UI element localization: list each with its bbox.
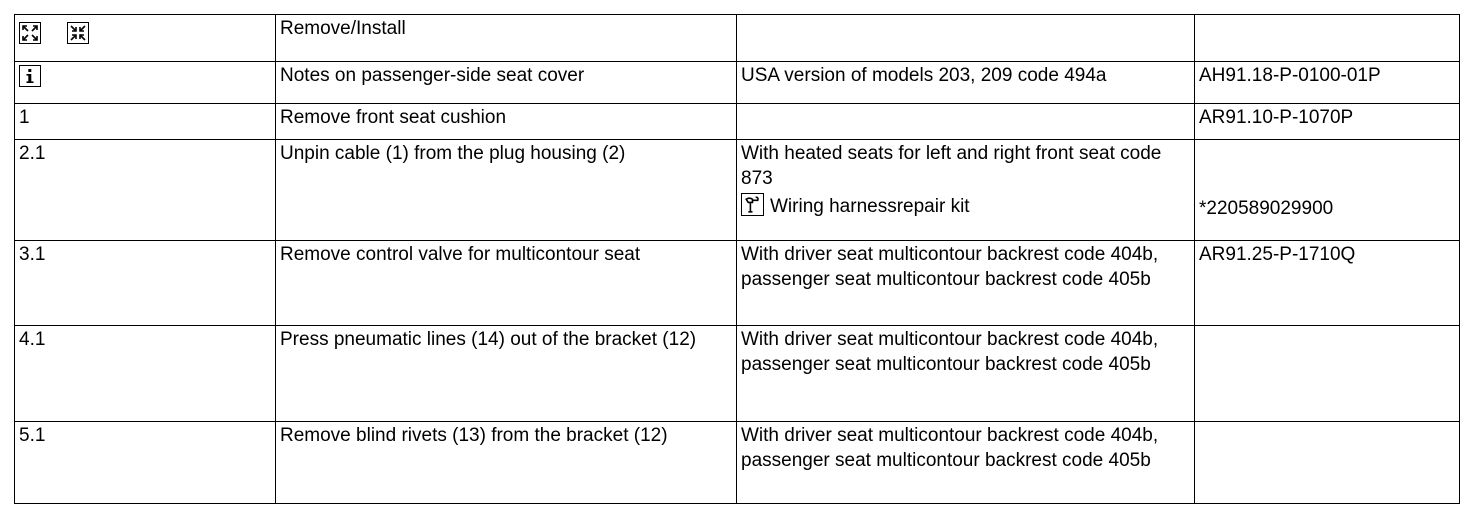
tool-label: Wiring harnessrepair kit (770, 196, 970, 217)
header-operation: Remove/Install (276, 15, 737, 62)
operation-cell: Press pneumatic lines (14) out of the bracket (12) (276, 326, 737, 422)
reference-cell (1195, 326, 1460, 422)
table-row (15, 422, 1460, 504)
header-icons-cell (15, 15, 276, 62)
info-icon (19, 65, 41, 87)
tool-line (741, 193, 1190, 219)
header-condition (737, 15, 1195, 62)
reference-cell: AH91.18-P-0100-01P (1195, 62, 1460, 104)
reference-cell: AR91.25-P-1710Q (1195, 241, 1460, 326)
operation-cell: Notes on passenger-side seat cover (276, 62, 737, 104)
table-row (15, 326, 1460, 422)
reference-cell: AR91.10-P-1070P (1195, 104, 1460, 140)
collapse-arrows-icon (67, 22, 89, 44)
table-row (15, 241, 1460, 326)
operation-cell: Unpin cable (1) from the plug housing (2) (276, 140, 737, 241)
operation-cell: Remove front seat cushion (276, 104, 737, 140)
condition-cell: With driver seat multicontour backrest code 404b, passenger seat multicontour backrest code 405b (737, 241, 1195, 326)
header-reference (1195, 15, 1460, 62)
header-row (15, 15, 1460, 62)
step-cell: 3.1 (15, 241, 276, 326)
special-tool-icon (741, 193, 764, 216)
step-cell: 4.1 (15, 326, 276, 422)
condition-cell: USA version of models 203, 209 code 494a (737, 62, 1195, 104)
step-cell: 1 (15, 104, 276, 140)
reference-cell (1195, 422, 1460, 504)
operation-cell: Remove control valve for multicontour seat (276, 241, 737, 326)
table-row (15, 140, 1460, 241)
table-row (15, 104, 1460, 140)
step-cell: 5.1 (15, 422, 276, 504)
condition-cell (737, 140, 1195, 241)
table-row (15, 62, 1460, 104)
condition-cell: With driver seat multicontour backrest code 404b, passenger seat multicontour backrest code 405b (737, 422, 1195, 504)
expand-arrows-icon (19, 22, 41, 44)
reference-cell (1195, 140, 1460, 241)
procedure-table (14, 14, 1460, 504)
step-cell (15, 62, 276, 104)
operation-cell: Remove blind rivets (13) from the bracket (12) (276, 422, 737, 504)
condition-cell (737, 104, 1195, 140)
step-cell: 2.1 (15, 140, 276, 241)
part-number: *220589029900 (1199, 198, 1334, 219)
condition-text: With heated seats for left and right front seat code 873 (741, 143, 1162, 189)
condition-cell: With driver seat multicontour backrest code 404b, passenger seat multicontour backrest code 405b (737, 326, 1195, 422)
